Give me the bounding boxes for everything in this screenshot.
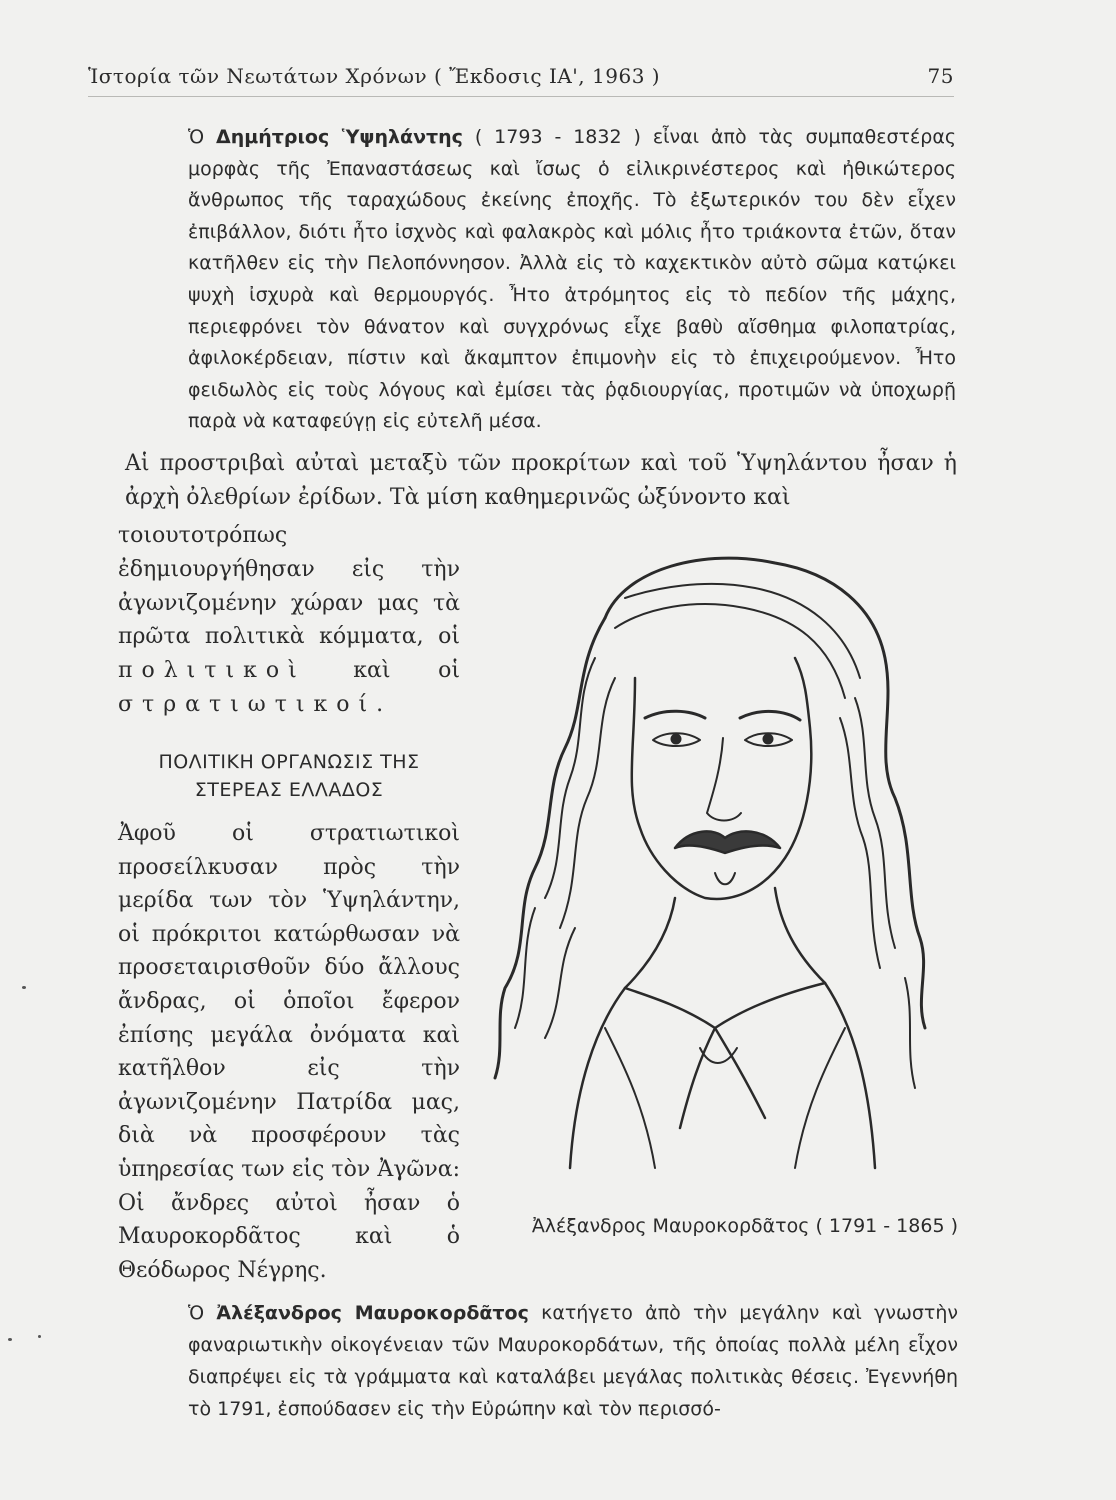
running-header (88, 62, 954, 97)
section-heading-line2: ΣΤΕΡΕΑΣ ΕΛΛΑΔΟΣ (194, 779, 384, 801)
paragraph-mavrokordatos (188, 1297, 958, 1425)
portrait-illustration (475, 528, 960, 1218)
parties-text: τοιουτοτρόπως ἐδημιουργήθησαν εἰς τὴν ἀγωνιζομένην χώραν μας τὰ πρῶτα πολιτικὰ κόμματα, οἱ (118, 523, 460, 650)
page-number: 75 (927, 64, 954, 88)
para3-lead: Ὁ (188, 1302, 217, 1324)
para1-name: Δημήτριος Ὑψηλάντης (216, 126, 463, 148)
paragraph-ypsilantis (188, 122, 956, 438)
parties-spaced-stratiotikoi: στρατιωτικοί (118, 691, 377, 717)
paragraph-organization: Ἀφοῦ οἱ στρατιωτικοὶ προσείλκυσαν πρὸς τὴν μερίδα των τὸν Ὑψηλάντην, οἱ πρόκριτοι κατώρθωσαν νὰ προσεταιρισθοῦν δύο ἄλλους ἄνδρας, οἱ ὁποῖοι ἔφερον ἐπίσης μεγάλα ὀνόματα καὶ κατῆλθον εἰς τὴν ἀγωνιζομένην Πατρίδα μας, διὰ νὰ προσφέρουν τὰς ὑπηρεσίας των εἰς τὸν Ἀγῶνα: Οἱ ἄνδρες αὐτοὶ ἦσαν ὁ Μαυροκορδᾶτος καὶ ὁ Θεόδωρος Νέγρης. (118, 821, 460, 1283)
portrait-caption: Ἀλέξανδρος Μαυροκορδᾶτος ( 1791 - 1865 ) (531, 1215, 958, 1237)
paragraph-friction: Αἱ προστριβαὶ αὐταὶ μεταξὺ τῶν προκρίτων καὶ τοῦ Ὑψηλάντου ἦσαν ἡ ἀρχὴ ὀλεθρίων ἐρίδων. Τὰ μίση καθημερινῶς ὠξύνοντο καὶ (125, 451, 957, 510)
scan-speck (8, 1338, 12, 1341)
parties-spaced-politikoi: πολιτικοὶ (118, 658, 306, 684)
para3-text: κατήγετο ἀπὸ τὴν μεγάλην καὶ γνωστὴν φαναριωτικὴν οἰκογένειαν τῶν Μαυροκορδάτων, τῆς ὁποίας πολλὰ μέλη εἶχον διαπρέψει εἰς τὰ γράμματα καὶ καταλάβει μεγάλας πολιτικὰς θέσεις. Ἐγεννήθη τὸ 1791, ἐσπούδασεν εἰς τὴν Εὐρώπην καὶ τὸν περισσό- (188, 1302, 958, 1420)
scan-speck (38, 1335, 41, 1338)
section-heading-line1: ΠΟΛΙΤΙΚΗ ΟΡΓΑΝΩΣΙΣ ΤΗΣ (158, 751, 420, 773)
para1-lead: Ὁ (188, 126, 217, 148)
parties-mid: καὶ οἱ (305, 658, 460, 684)
section-heading (118, 748, 460, 804)
para3-name: Ἀλέξανδρος Μαυροκορδᾶτος (216, 1302, 529, 1324)
paragraph-parties (118, 519, 460, 722)
scan-speck (22, 986, 26, 989)
book-title: Ἱστορία τῶν Νεωτάτων Χρόνων ( Ἔκδοσις ΙΑ', 1963 ) (88, 64, 661, 88)
para1-text: ( 1793 - 1832 ) εἶναι ἀπὸ τὰς συμπαθεστέρας μορφὰς τῆς Ἐπαναστάσεως καὶ ἴσως ὁ εἰλικρινέστερος καὶ ἠθικώτερος ἄνθρωπος τῆς ταραχώδους ἐκείνης ἐποχῆς. Τὸ ἐξωτερικόν του δὲν εἶχεν ἐπιβάλλον, διότι ἦτο ἰσχνὸς καὶ φαλακρὸς καὶ μόλις ἦτο τριάκοντα ἐτῶν, ὅταν κατῆλθεν εἰς τὴν Πελοπόννησον. Ἀλλὰ εἰς τὸ καχεκτικὸν αὐτὸ σῶμα κατῴκει ψυχὴ ἰσχυρὰ καὶ θερμουργός. Ἦτο ἀτρόμητος εἰς τὸ πεδίον τῆς μάχης, περιεφρόνει τὸν θάνατον καὶ συγχρόνως εἶχε βαθὺ αἴσθημα φιλοπατρίας, ἀφιλοκέρδειαν, πίστιν καὶ ἄκαμπτον ἐπιμονὴν εἰς τὸ ἐπιχειρούμενον. Ἦτο φειδωλὸς εἰς τοὺς λόγους καὶ ἐμίσει τὰς ῥᾳδιουργίας, προτιμῶν νὰ ὑποχωρῇ παρὰ νὰ καταφεύγῃ εἰς εὐτελῆ μέσα. (188, 126, 956, 433)
parties-end: . (376, 691, 384, 717)
